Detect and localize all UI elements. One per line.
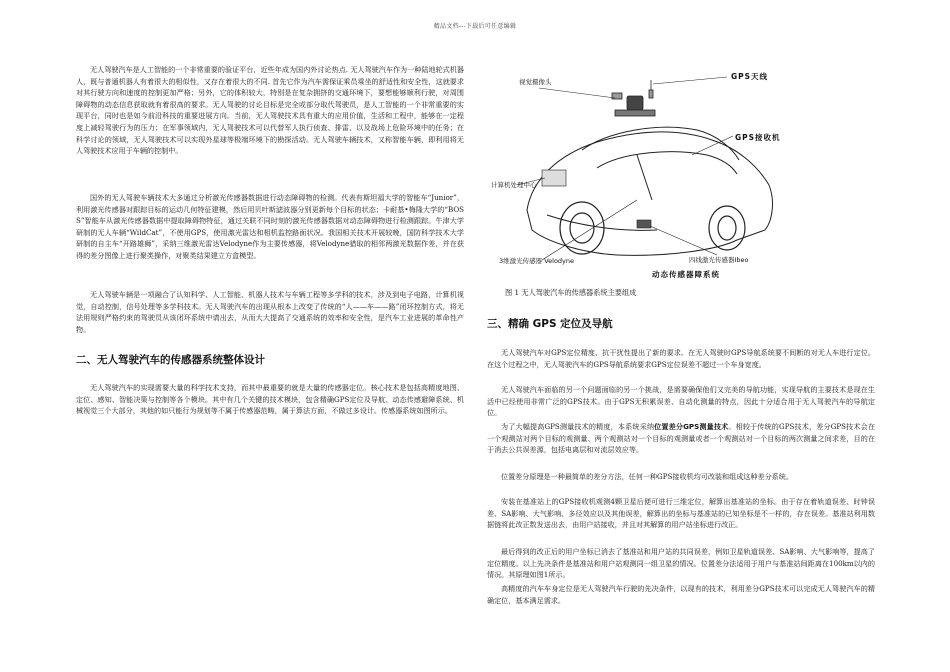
label-dynamic-system: 动态传感器障系统 [652,270,720,279]
label-gps-antenna: GPS天线 [731,72,769,81]
para3-pre: 为了大幅提高GPS测量技术的精度，本系统采纳 [501,422,655,431]
gps-requirement-paragraph: 无人驾驶汽车对GPS定位精度、抗干扰性提出了新的要求。在无人驾驶时GPS导航系统要不间断的对无人车进行定位。在这个过程之中，无人驾驶汽车的GPS导航系统要求GPS定位误差不超过一个车身宽度。 [487,348,875,369]
rear-wheel [709,206,745,250]
correction-result-paragraph: 最后得到的改正后的用户坐标已消去了基准站和用户站的共同误差，例如卫星轨道误差、SA影响、大气影响等，提高了定位精度。以上先决条件是基准站和用户站观测同一组卫星的情况。位置差分法适用于用户与基准站间距离在100km以内的情况。其原理如图1所示。 [487,547,875,580]
para3-bold: 位置差分GPS测量技术 [654,422,729,431]
para3-post: 。相较于传统的GPS技术，差分GPS技术会在一个观测站对两个目标的观测量、两个观测站对一个目标的观测量或者一个观测站对一个目标的两次测量之间求差，目的在于消去公共误差源，包括电离层和对流层效应等。 [487,422,875,455]
velodyne-sensor [627,96,643,110]
figure-caption: 图 1 无人驾驶汽车的传感器系统主要组成 [505,288,637,297]
intro-paragraph: 无人驾驶汽车是人工智能的一个非常重要的验证平台，近些年成为国内外讨论热点. 无人驾驶汽车作为一种陆地轮式机器人，既与普通机器人有着很大的相似性，又存在着很大的不同. 首先它作为汽车需保证乘员乘坐的舒适性和安全性，这就要求对其行驶方向和速度的控制更加严格；另外，它的体积较大，特别是在复杂拥挤的交通环境下，要想能够顺利行驶，对周围障碍物的动态信息获取就有着很高的要求。无人驾驶的讨论目标是完全或部分取代驾驶员，是人工智能的一个非常重要的实现平台，同时也是如今前沿科技的重要进展方向。当前，无人驾驶技术具有重大的应用价值，生活和工程中，能够在一定程度上减轻驾驶行为的压力；在军事领域内，无人驾驶技术可以代替军人执行侦查、排雷、以及战场上危险环境中的任务；在科学讨论的领域，无人驾驶技术可以实现外星球等极端环境下的勘探活动。无人驾驶车辆技术，又称智能车辆，即利用将无人驾驶技术应用于车辆的控制中。 [76,65,464,156]
differential-gps-paragraph [487,421,875,456]
foreign-research-paragraph: 国外的无人驾驶车辆技术大多通过分析激光传感器数据进行动态障碍物的检测。代表有斯坦福大学的智能车“Junior”，利用激光传感器对跟踪目标的运动几何特征建模，然后用贝叶斯滤波器分别更新每个目标的状态；卡耐基•梅隆大学的“BOSS”智能车从激光传感器数据中提取障碍物特征，通过关联不同时刻的激光传感器数据对动态障碍物进行检测跟踪。牛津大学研制的无人车辆“WildCat”，不使用GPS，使用激光雷达和相机监控路面状况。我国相关技术开展较晚，国防科学技术大学研制的自主车“开路雄狮”，采纳三维激光雷达Velodyne作为主要传感器，将Velodyne猎取的相邻两激光数据作差，并在获得的差分图像上进行聚类操作，对聚类结果建立方盒模型。 [76,193,464,260]
page-header-note: 精品文档---下载后可任意编辑 [433,23,517,30]
technology-paragraph: 无人驾驶车辆是一项融合了认知科学、人工智能、机器人技术与车辆工程等多学科的技术，涉及到电子电路，计算机视觉，自动控制，信号处理等多学科技术。无人驾驶汽车的出现从根本上改变了传统的“人——车——路”闭环控制方式，将无法用规则严格约束的驾驶员从该闭环系统中请出去，从而大大提高了交通系统的效率和安全性，是汽车工业进展的革命性产物。 [76,290,464,334]
section-2-heading: 二、无人驾驶汽车的传感器系统整体设计 [76,354,265,366]
label-velodyne: 3维激光传感器 Velodyne [499,257,575,265]
section-3-heading: 三、精确 GPS 定位及导航 [487,318,613,330]
base-station-paragraph: 安装在基准站上的GPS接收机观测4颗卫星后便可进行三维定位，解算出基准站的坐标。由于存在着轨道误差、时钟误差、SA影响、大气影响、多径效应以及其他误差，解算出的坐标与基准站的已知坐标是不一样的，存在误差。基准站利用数据链将此改正数发送出去，由用户站接收，并且对其解算的用户站坐标进行改正。 [487,497,875,530]
conclusion-paragraph: 高精度的汽车车身定位是无人驾驶汽车行驶的先决条件，以现有的技术，利用差分GPS技术可以完成无人驾驶汽车的精确定位，基本满足需求。 [487,584,875,605]
sensor-system-figure [487,60,787,285]
label-gps-receiver: GPS接收机 [735,133,781,142]
navigation-challenge-paragraph: 无人驾驶汽车面临的另一个问题面临的另一个挑战，是需要确保他们又完美的导航功能，实现导航的主要技术是现在生活中已经使用非常广泛的GPS技术。由于GPS无积累误差、自动化测量的特点，因此十分适合用于无人驾驶汽车的导航定位。 [487,385,875,418]
label-computer: 计算机处理中心 [491,181,537,189]
ibeo-sensor [637,220,651,228]
label-ibeo: 四线激光传感器Ibeo [689,256,749,264]
front-wheel [560,202,604,254]
label-video-camera: 视觉摄像头 [519,78,552,86]
position-difference-paragraph: 位置差分原理是一种最简单的差分方法，任何一种GPS接收机均可改装和组成这种差分系统。 [501,472,793,481]
car-sensor-diagram [487,60,787,285]
sensor-system-paragraph: 无人驾驶汽车的实现需要大量的科学技术支持，而其中最重要的就是大量的传感器定位。核心技术是包括高精度地图、定位、感知、智能决策与控制等各个模块。其中有几个关键的技术模块，包含精确GPS定位及导航、动态传感避障系统、机械视觉三个大部分，其他的如只能行为规划等不属于传感器范畴，属于算法方面，不做过多设计。传感器系统如图所示。 [76,383,464,416]
computer-box [542,170,566,186]
